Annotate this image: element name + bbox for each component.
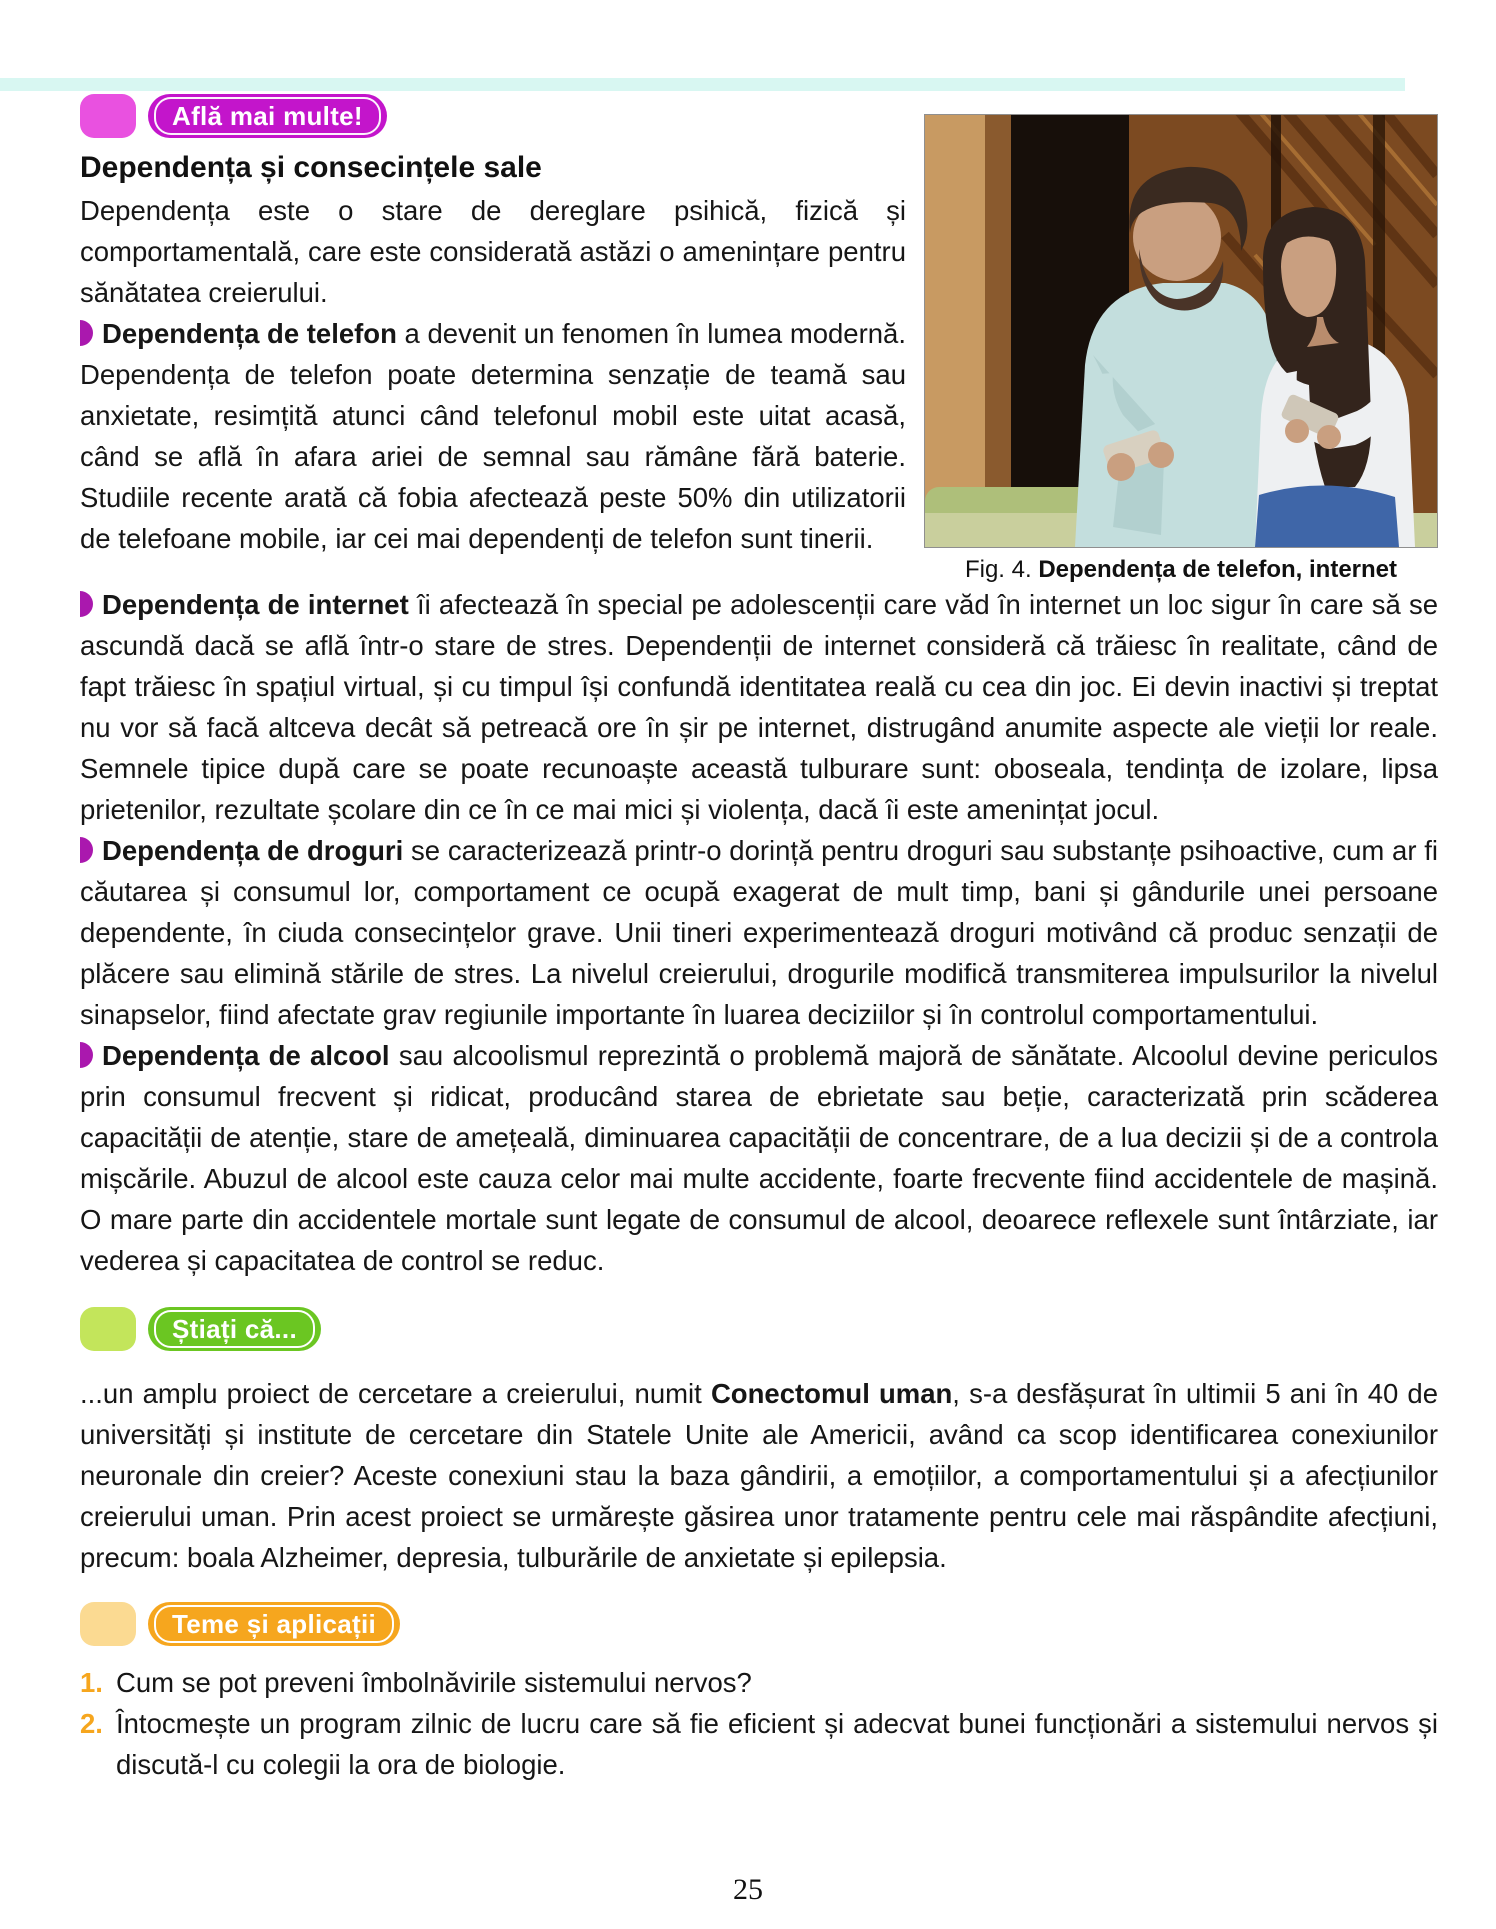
- teme-badge-row: [80, 1602, 1438, 1646]
- teme-badge-label: Teme și aplicații: [154, 1605, 394, 1643]
- bullet-text: sau alcoolismul reprezintă o problemă majoră de sănătate. Alcoolul devine periculos prin consumul frecvent și ridicat, producând starea de ebrietate sau beție, caracterizată prin scăderea capacității de atenție, stare de amețeală, diminuarea capacității de concentrare, de a lua decizii și de a controla mișcările. Abuzul de alcool este cauza celor mai multe accidente, foarte frecvente fiind accidentele de mașină. O mare parte din accidentele mortale sunt legate de consumul de alcool, deoarece reflexele sunt întârziate, iar vederea și capacitatea de control se reduc.: [80, 1040, 1438, 1276]
- photo-illustration: [925, 115, 1437, 547]
- stiati-paragraph: [80, 1373, 1438, 1578]
- intro-paragraph: Dependența este o stare de dereglare psihică, fizică și comportamentală, care este considerată astăzi o amenințare pentru sănătatea creierului.: [80, 195, 906, 308]
- bullet-text: a devenit un fenomen în lumea modernă. Dependența de telefon poate determina senzație de teamă sau anxietate, resimțită atunci când telefonul mobil este uitat acasă, când se află în afara ariei de semnal sau rămâne fără baterie. Studiile recente arată că fobia afectează peste 50% din utilizatorii de telefoane mobile, iar cei mai dependenți de telefon sunt tinerii.: [80, 318, 906, 554]
- bullet-text: îi afectează în special pe adolescenții care văd în internet un loc sigur în care să se ascundă dacă se află într-o stare de stres. Dependenții de internet consideră că trăiesc în realitate, când de fapt trăiesc în spațiul virtual, și cu timpul își confundă identitatea reală cu cea din joc. Ei devin inactivi și treptat nu vor să facă altceva decât să petreacă ore în șir pe internet, distrugând anumite aspecte ale vieții lor reale. Semnele tipice după care se poate recunoaște această tulburare sunt: oboseala, tendința de izolare, lipsa prietenilor, rezultate școlare din ce în ce mai mici și violența, dacă îi este amenințat jocul.: [80, 589, 1439, 825]
- afla-badge-label: Află mai multe!: [154, 97, 381, 135]
- task-list: [80, 1662, 1438, 1785]
- teme-section: [80, 1602, 1438, 1785]
- page-content: [80, 94, 1438, 1785]
- page-number: 25: [733, 1873, 763, 1906]
- task-text: Întocmește un program zilnic de lucru care să fie eficient și adecvat bunei funcționări a sistemului nervos și discută-l cu colegii la ora de biologie.: [116, 1708, 1438, 1780]
- teme-badge-tab: [80, 1602, 136, 1646]
- bullet-marker-icon: [80, 591, 93, 617]
- stiati-section: [80, 1307, 1438, 1578]
- intro-text-column: [80, 94, 906, 559]
- teme-badge: [148, 1602, 400, 1646]
- bullet-marker-icon: [80, 320, 93, 346]
- section-title: Dependența și consecințele sale: [80, 151, 542, 184]
- stiati-badge-row: [80, 1307, 1438, 1351]
- bullet-lead: Dependența de droguri: [102, 835, 404, 866]
- stiati-badge-tab: [80, 1307, 136, 1351]
- bullet-lead: Dependența de telefon: [102, 318, 397, 349]
- afla-badge: [148, 94, 387, 138]
- stiati-text-pre: ...un amplu proiect de cercetare a creierului, numit: [80, 1378, 711, 1409]
- task-number: 1.: [80, 1667, 103, 1698]
- bullet-paragraph-droguri: [80, 830, 1438, 1035]
- top-accent-bar: [0, 78, 1405, 91]
- bullet-text: se caracterizează printr-o dorință pentru droguri sau substanțe psihoactive, cum ar fi căutarea și consumul lor, comportament ce ocupă exagerat de mult timp, bani și gândurile unei persoane dependente, în ciuda consecințelor grave. Unii tineri experimentează droguri motivând că produc senzații de plăcere sau elimină stările de stres. La nivelul creierului, drogurile modifică transmiterea impulsurilor la nivelul sinapselor, fiind afectate grav regiunile importante în luarea deciziilor și în controlul comportamentului.: [80, 835, 1439, 1030]
- afla-badge-row: [80, 94, 906, 138]
- bullet-lead: Dependența de alcool: [102, 1040, 390, 1071]
- bullet-marker-icon: [80, 837, 93, 863]
- afla-badge-tab: [80, 94, 136, 138]
- bullet-paragraph-internet: [80, 584, 1438, 830]
- bullet-paragraph-telefon: [80, 313, 906, 559]
- intro-region: [80, 94, 1438, 584]
- stiati-badge: [148, 1307, 321, 1351]
- task-text: Cum se pot preveni îmbolnăvirile sistemului nervos?: [116, 1667, 752, 1698]
- stiati-text-post: , s-a desfășurat în ultimii 5 ani în 40 de universități și institute de cercetare din Statele Unite ale Americii, având ca scop identificarea conexiunilor neuronale din creier? Aceste conexiuni stau la baza gândirii, a emoțiilor, a comportamentului și a afecțiunilor creierului uman. Prin acest proiect se urmărește găsirea unor tratamente pentru cele mai răspândite afecțiuni, precum: boala Alzheimer, depresia, tulburările de anxietate și epilepsia.: [80, 1378, 1438, 1573]
- stiati-badge-label: Știați că...: [154, 1310, 315, 1348]
- figure-photo: [924, 114, 1438, 548]
- bullet-marker-icon: [80, 1042, 93, 1068]
- bullet-lead: Dependența de internet: [102, 589, 409, 620]
- task-item-2: [80, 1703, 1438, 1785]
- figure-caption: [924, 556, 1438, 584]
- task-number: 2.: [80, 1708, 103, 1739]
- stiati-text-bold: Conectomul uman: [710, 1378, 953, 1409]
- bullet-paragraph-alcool: [80, 1035, 1438, 1281]
- figure: [924, 94, 1438, 584]
- figure-caption-prefix: Fig. 4.: [964, 556, 1039, 583]
- task-item-1: [80, 1662, 1438, 1703]
- figure-caption-title: Dependența de telefon, internet: [1038, 556, 1398, 583]
